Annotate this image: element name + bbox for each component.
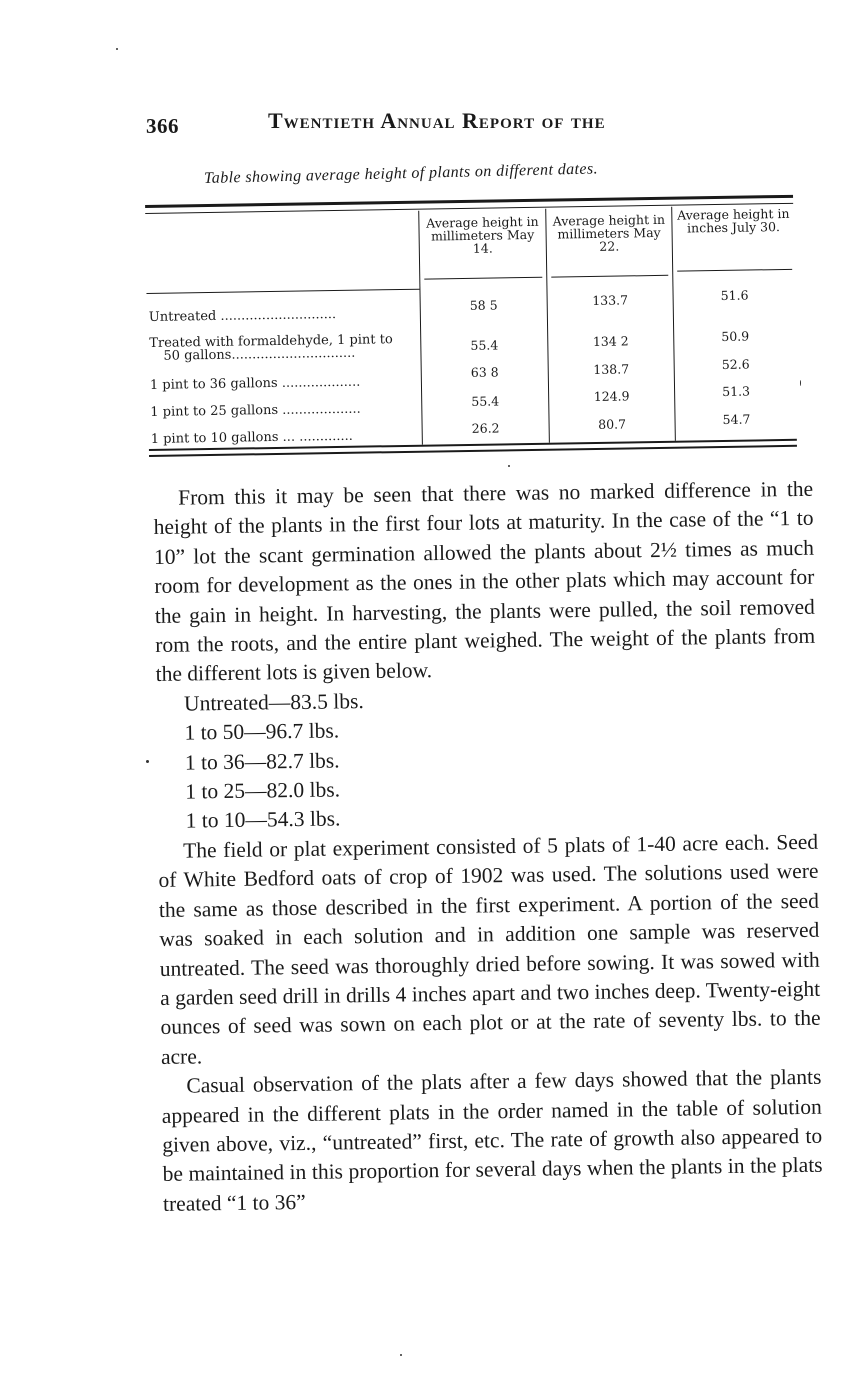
list-item: 1 to 36—82.7 lbs. (184, 748, 340, 775)
table-row-label: Treated with formaldehyde, 1 pint to (149, 332, 393, 351)
table-cell: 133.7 (592, 292, 629, 308)
table-cell: 51.6 (720, 287, 749, 303)
weights-list (156, 681, 818, 837)
table-cell: 55.4 (470, 337, 499, 353)
table-cell: 52.6 (721, 356, 750, 372)
running-title: Twentieth Annual Report of the (268, 108, 606, 133)
column-header: Average height in millimeters May 22. (552, 211, 666, 254)
header-underline (424, 277, 542, 280)
table-cell: 138.7 (593, 361, 630, 377)
table-row-label: 1 pint to 36 gallons ................... (149, 374, 361, 393)
scan-speck (116, 48, 118, 50)
scan-speck (508, 465, 510, 467)
table-cell: 124.9 (593, 388, 630, 404)
table-cell: 50.9 (721, 328, 750, 344)
paragraph: From this it may be seen that there was no marked difference in the height of the plants in the first four lots at maturity. In the case of the “1 to 10” lot the scant germination allowed the plants about 2½ times as much room for development as the ones in the other plats which may account for the gain in height. In harvesting, the plants were pulled, the soil removed rom the roots, and the entire plant weighed. The weight of the plants from the different lots is given below. (153, 476, 816, 687)
header-underline (551, 275, 668, 278)
table-cell: 63 8 (470, 364, 499, 380)
table-cell: 80.7 (598, 416, 627, 432)
list-item: Untreated—83.5 lbs. (183, 688, 364, 716)
scan-speck (146, 760, 149, 763)
paragraph: The field or plat experiment consisted of 5 plats of 1-40 acre each. Seed of White Bedford oats of crop of 1902 was used. The solutions used were the same as those described in the first experiment. A portion of the seed was soaked in each solution and in addition one sample was reserved untreated. The seed was thoroughly dried before sowing. It was sowed with a garden seed drill in drills 4 inches apart and two inches deep. Twenty-eight ounces of seed was sown on each plot or at the rate of seventy lbs. to the acre. (158, 829, 821, 1069)
scan-speck (400, 1354, 402, 1356)
list-item: 1 to 50—96.7 lbs. (184, 718, 340, 745)
page-number: 366 (146, 114, 179, 138)
table-caption: Table showing average height of plants on different dates. (203, 160, 599, 187)
height-table (145, 189, 797, 469)
column-header: Average height in millimeters May 14. (426, 213, 539, 256)
paragraph: Casual observation of the plats after a few days showed that the plants appeared in the different plats in the order named in the table of solution given above, viz., “untreated” first, etc. The rate of growth also appeared to be maintained in this proportion for several days when the plants in the plats treated “1 to 36” (161, 1064, 823, 1216)
table-cell: 51.3 (722, 383, 751, 399)
table-cell: 54.7 (722, 411, 751, 427)
table-row-label-continued: 50 gallons.............................. (163, 345, 356, 364)
column-divider (671, 207, 676, 441)
table-cell: 55.4 (471, 393, 500, 409)
table-cell: 26.2 (471, 420, 500, 436)
table-row-label: Untreated ............................ (148, 307, 337, 325)
header-underline (677, 269, 792, 272)
table-top-rule (145, 195, 793, 208)
table-row-label: 1 pint to 25 gallons ................... (150, 401, 361, 420)
list-item: 1 to 10—54.3 lbs. (185, 806, 341, 834)
column-header: Average height in inches July 30. (677, 205, 790, 236)
table-row-label: 1 pint to 10 gallons ... ............. (150, 428, 353, 447)
body-text (153, 475, 823, 1219)
scan-speck (800, 380, 801, 386)
list-item: 1 to 25—82.0 lbs. (185, 777, 341, 804)
header-underline (146, 289, 419, 294)
table-cell: 58 5 (469, 297, 498, 313)
table-cell: 134 2 (592, 333, 629, 349)
